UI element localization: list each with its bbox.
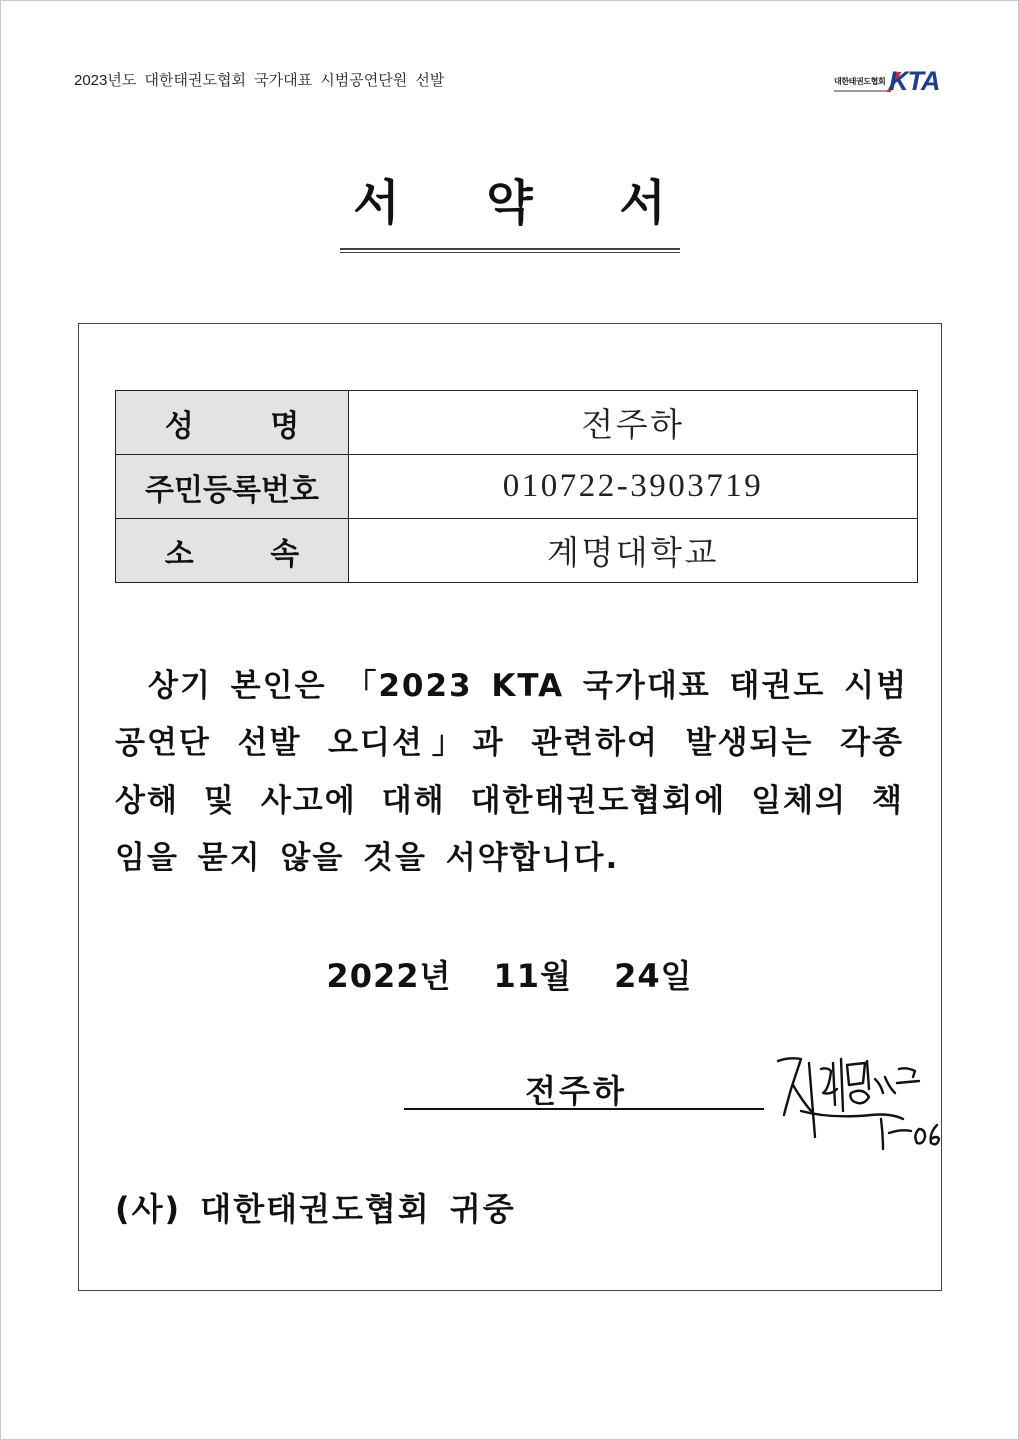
table-row [116, 519, 918, 583]
label-cell [116, 455, 349, 519]
logo-subtitle-bar [834, 90, 888, 92]
signature-stroke [847, 1061, 869, 1089]
value-cell [349, 391, 918, 455]
signature-stroke [821, 1059, 843, 1111]
name-value: 전주하 [581, 408, 685, 444]
table-row [116, 391, 918, 455]
pledge-line: 공연단 선발 오디션」과 관련하여 발생되는 각종 [115, 725, 904, 762]
signature-stroke [801, 1111, 903, 1149]
pledge-line: 상해 및 사고에 대해 대한태권도협회에 일체의 책 [115, 782, 904, 819]
signature-line [404, 1108, 764, 1110]
handwritten-signature [771, 1049, 943, 1159]
pledge-line: 상기 본인은 「2023 KTA 국가대표 태권도 시범 [148, 668, 909, 704]
logo-org-name: 대한태권도협회 [834, 77, 886, 86]
signer-name: 전주하 [525, 1072, 627, 1110]
value-cell [349, 519, 918, 583]
id-number-value: 010722-3903719 [502, 468, 764, 504]
logo-mark: KTA [889, 66, 940, 96]
pledge-date: 2022년 11월 24일 [326, 957, 693, 995]
name-label: 성 명 [164, 408, 300, 444]
pledge-paragraph [115, 658, 909, 887]
signature-stroke [875, 1077, 895, 1093]
kta-logo [831, 63, 947, 99]
signature-stroke [931, 1125, 939, 1144]
affiliation-label: 소 속 [164, 536, 300, 572]
label-cell [116, 391, 349, 455]
signature-stroke [850, 1091, 869, 1104]
table-row [116, 455, 918, 519]
affiliation-value: 계명대학교 [547, 536, 719, 572]
signature-stroke [809, 1063, 815, 1137]
title-double-underline [340, 248, 680, 253]
signature-stroke [889, 1130, 911, 1133]
document-title: 서 약 서 [353, 175, 666, 231]
signature-stroke [793, 1085, 811, 1111]
label-cell [116, 519, 349, 583]
addressee: (사) 대한태권도협회 귀중 [115, 1190, 516, 1228]
personal-info-table [115, 390, 918, 583]
id-number-label: 주민등록번호 [145, 472, 319, 508]
signature-stroke [778, 1058, 801, 1115]
header-title: 2023년도 대한태권도협회 국가대표 시범공연단원 선발 [74, 72, 445, 89]
pledge-line: 임을 묻지 않을 것을 서약합니다. [115, 839, 620, 876]
signature-stroke [915, 1129, 925, 1143]
signature-stroke [897, 1068, 919, 1083]
value-cell [349, 455, 918, 519]
